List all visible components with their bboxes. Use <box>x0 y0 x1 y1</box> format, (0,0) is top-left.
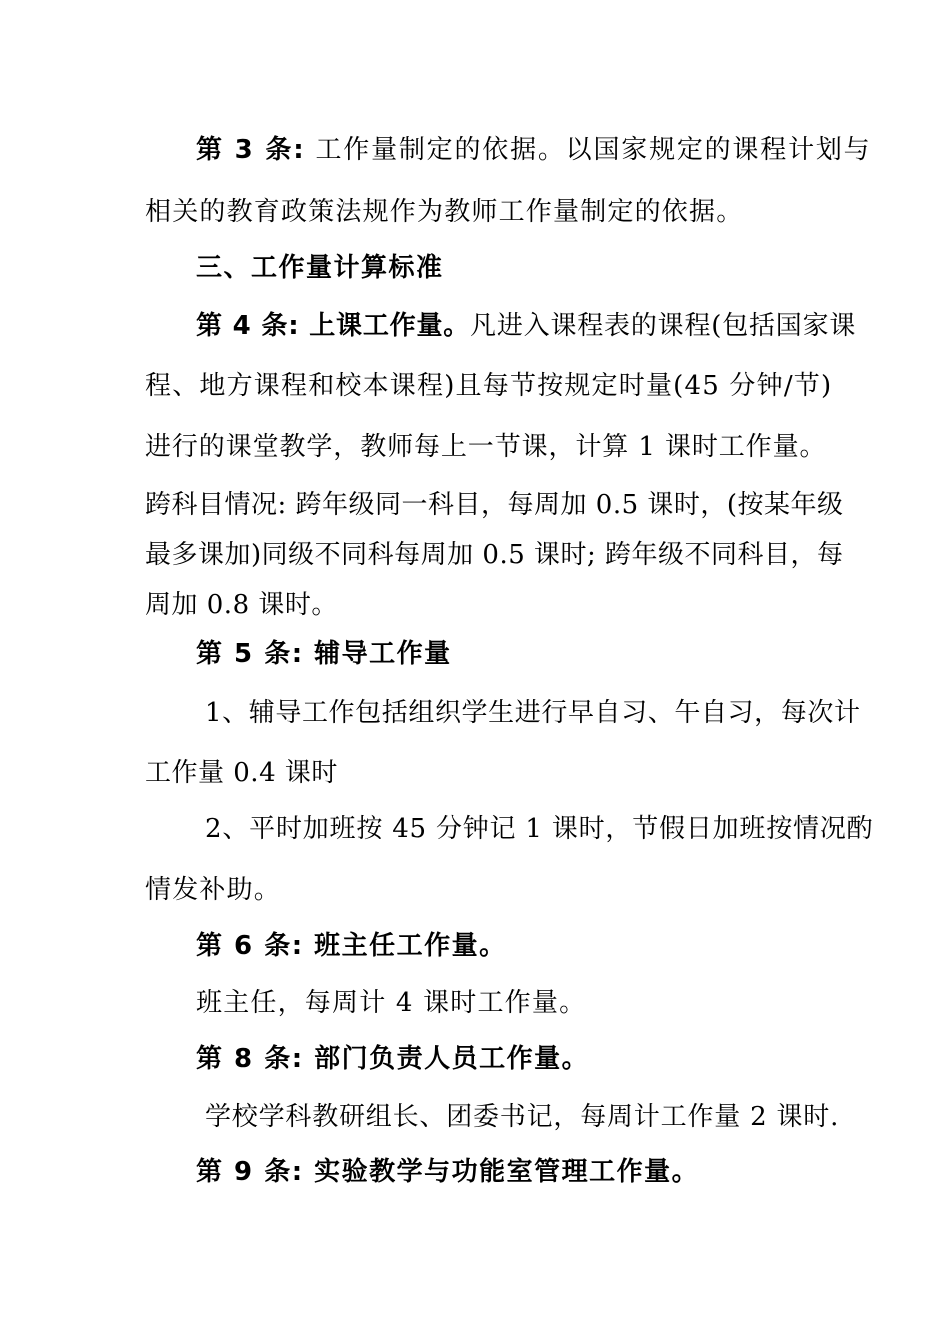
article-9-heading: 第 9 条: 实验教学与功能室管理工作量。 <box>196 1157 700 1187</box>
cross-subject-line-1: 跨科目情况: 跨年级同一科目，每周加 0.5 课时，(按某年级 <box>145 490 844 520</box>
article-6-text: 班主任，每周计 4 课时工作量。 <box>196 988 587 1018</box>
article-4-heading: 第 4 条: 上课工作量。 <box>196 311 471 341</box>
article-8-heading: 第 8 条: 部门负责人员工作量。 <box>196 1044 590 1074</box>
section-3-heading: 三、工作量计算标准 <box>196 253 444 283</box>
article-3-text: 工作量制定的依据。以国家规定的课程计划与 <box>315 135 872 165</box>
article-3-line-1 <box>196 134 872 166</box>
article-4-text: 凡进入课程表的课程(包括国家课 <box>470 311 857 341</box>
article-8-text: 学校学科教研组长、团委书记，每周计工作量 2 课时. <box>205 1102 840 1132</box>
article-5-heading: 第 5 条: 辅导工作量 <box>196 639 452 669</box>
article-3-line-2: 相关的教育政策法规作为教师工作量制定的依据。 <box>145 197 744 227</box>
article-4-line-3: 进行的课堂教学，教师每上一节课，计算 1 课时工作量。 <box>145 432 827 462</box>
article-5-item-2-line-1: 2、平时加班按 45 分钟记 1 课时，节假日加班按情况酌 <box>205 814 874 844</box>
article-5-item-1-line-2: 工作量 0.4 课时 <box>145 758 338 788</box>
article-4-line-1 <box>196 310 856 342</box>
article-4-line-2: 程、地方课程和校本课程)且每节按规定时量(45 分钟/节) <box>145 371 833 401</box>
article-3-heading: 第 3 条: <box>196 135 306 165</box>
article-5-item-1-line-1: 1、辅导工作包括组织学生进行早自习、午自习，每次计 <box>205 698 861 728</box>
article-5-item-2-line-2: 情发补助。 <box>145 875 282 905</box>
article-6-heading: 第 6 条: 班主任工作量。 <box>196 931 507 961</box>
cross-subject-line-2: 最多课加)同级不同科每周加 0.5 课时; 跨年级不同科目，每 <box>145 540 844 570</box>
cross-subject-line-3: 周加 0.8 课时。 <box>145 590 338 620</box>
